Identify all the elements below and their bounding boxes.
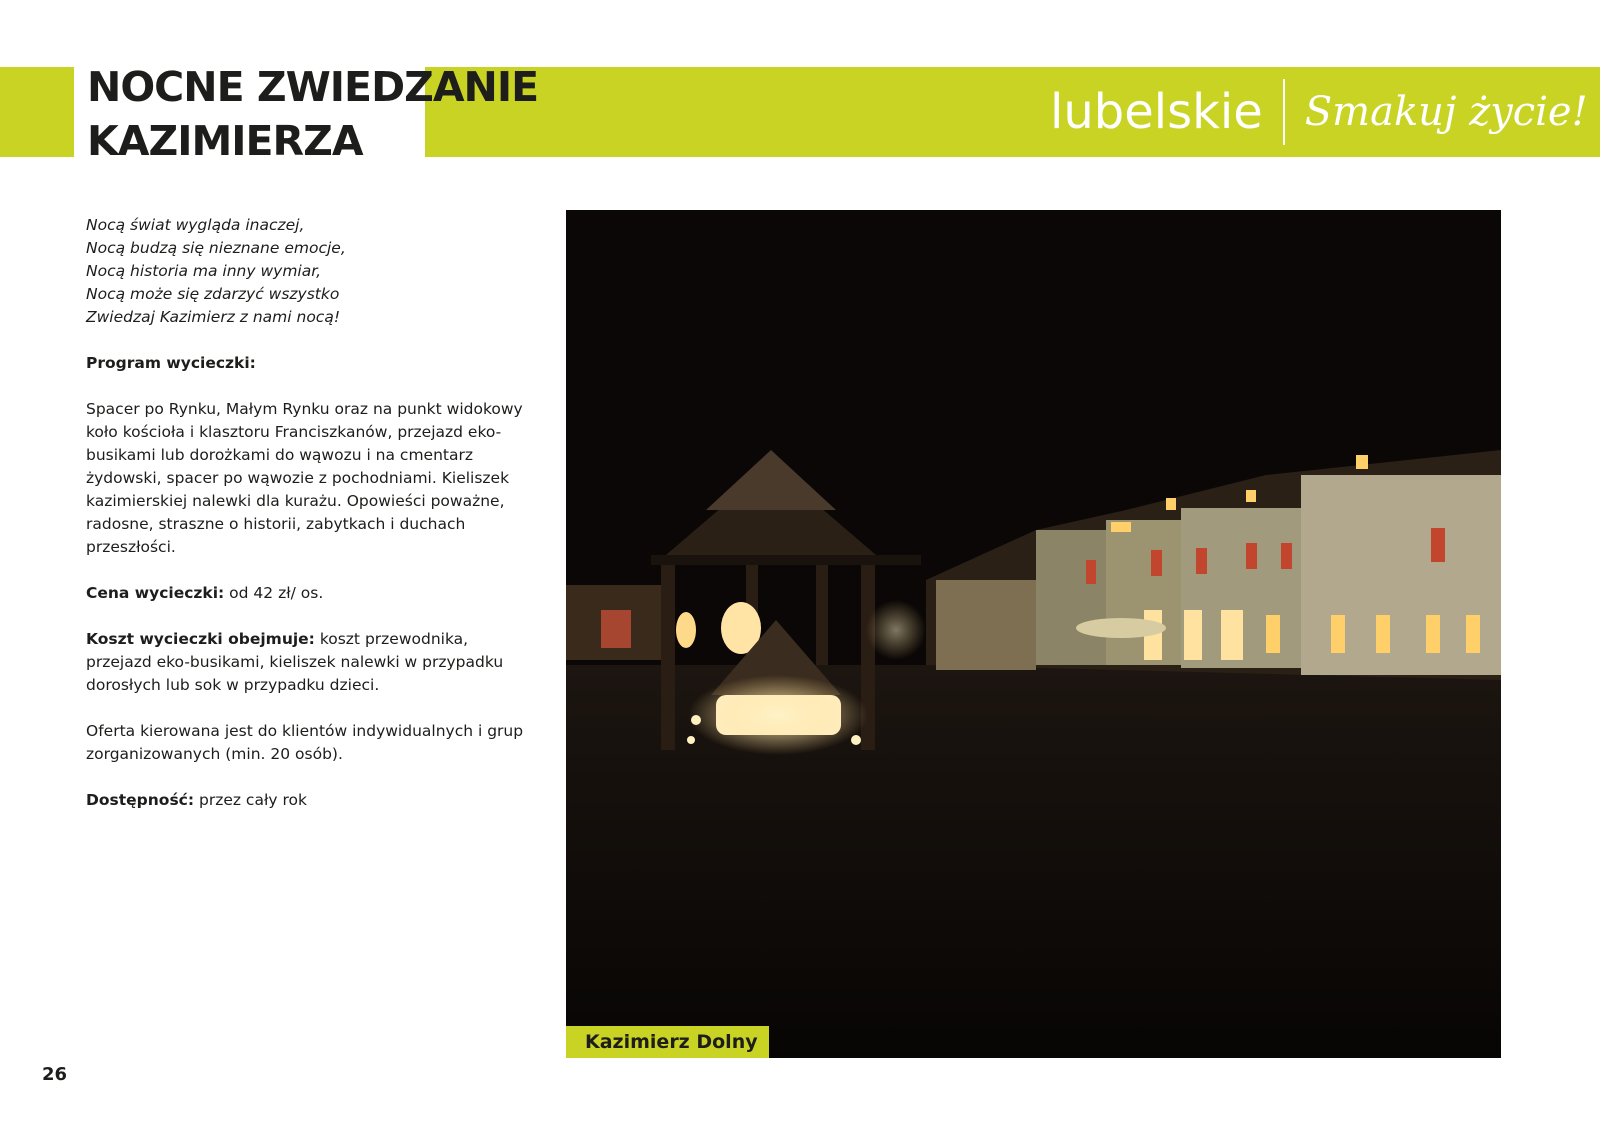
price-value: od 42 zł/ os. — [224, 584, 324, 602]
includes-label: Koszt wycieczki obejmuje: — [86, 630, 315, 648]
intro-poem — [86, 214, 536, 329]
description-column — [86, 214, 536, 835]
poem-line: Nocą może się zdarzyć wszystko — [86, 285, 340, 303]
price-paragraph — [86, 582, 536, 605]
header-band-left — [0, 67, 74, 157]
availability-paragraph — [86, 789, 536, 812]
page-title — [87, 60, 538, 168]
offer-paragraph: Oferta kierowana jest do klientów indywidualnych i grup zorganizowanych (min. 20 osób). — [86, 722, 524, 763]
brand-name: lubelskie — [1050, 84, 1263, 140]
poem-line: Zwiedzaj Kazimierz z nami nocą! — [86, 308, 341, 326]
page-title-line-1: NOCNE ZWIEDZANIE — [87, 63, 539, 111]
program-text: Spacer po Rynku, Małym Rynku oraz na punkt widokowy koło kościoła i klasztoru Franciszkanów, przejazd eko-busikami lub dorożkami do wąwozu i na cmentarz żydowski, spacer po wąwozie z pochodniami. Kieliszek kazimierskiej nalewki dla kurażu. Opowieści poważne, radosne, straszne o historii, zabytkach i duchach przeszłości. — [86, 400, 523, 556]
night-market-photo — [566, 210, 1501, 1058]
poem-line: Nocą historia ma inny wymiar, — [86, 262, 322, 280]
program-heading: Program wycieczki: — [86, 354, 256, 372]
poem-line: Nocą budzą się nieznane emocje, — [86, 239, 346, 257]
price-label: Cena wycieczki: — [86, 584, 225, 602]
photo-caption: Kazimierz Dolny — [566, 1026, 769, 1058]
includes-value: koszt przewodnika, przejazd eko-busikami, kieliszek nalewki w przypadku dorosłych lub sok w przypadku dzieci. — [86, 630, 504, 694]
availability-label: Dostępność: — [86, 791, 195, 809]
availability-value: przez cały rok — [194, 791, 307, 809]
page-number: 26 — [42, 1064, 68, 1085]
photo-illustration — [566, 210, 1501, 1058]
brand-logo — [1050, 78, 1588, 146]
page-title-line-2: KAZIMIERZA — [87, 117, 363, 165]
brand-slogan: Smakuj życie! — [1304, 89, 1588, 135]
brand-separator — [1283, 79, 1285, 145]
includes-paragraph — [86, 628, 536, 697]
poem-line: Nocą świat wygląda inaczej, — [86, 216, 305, 234]
